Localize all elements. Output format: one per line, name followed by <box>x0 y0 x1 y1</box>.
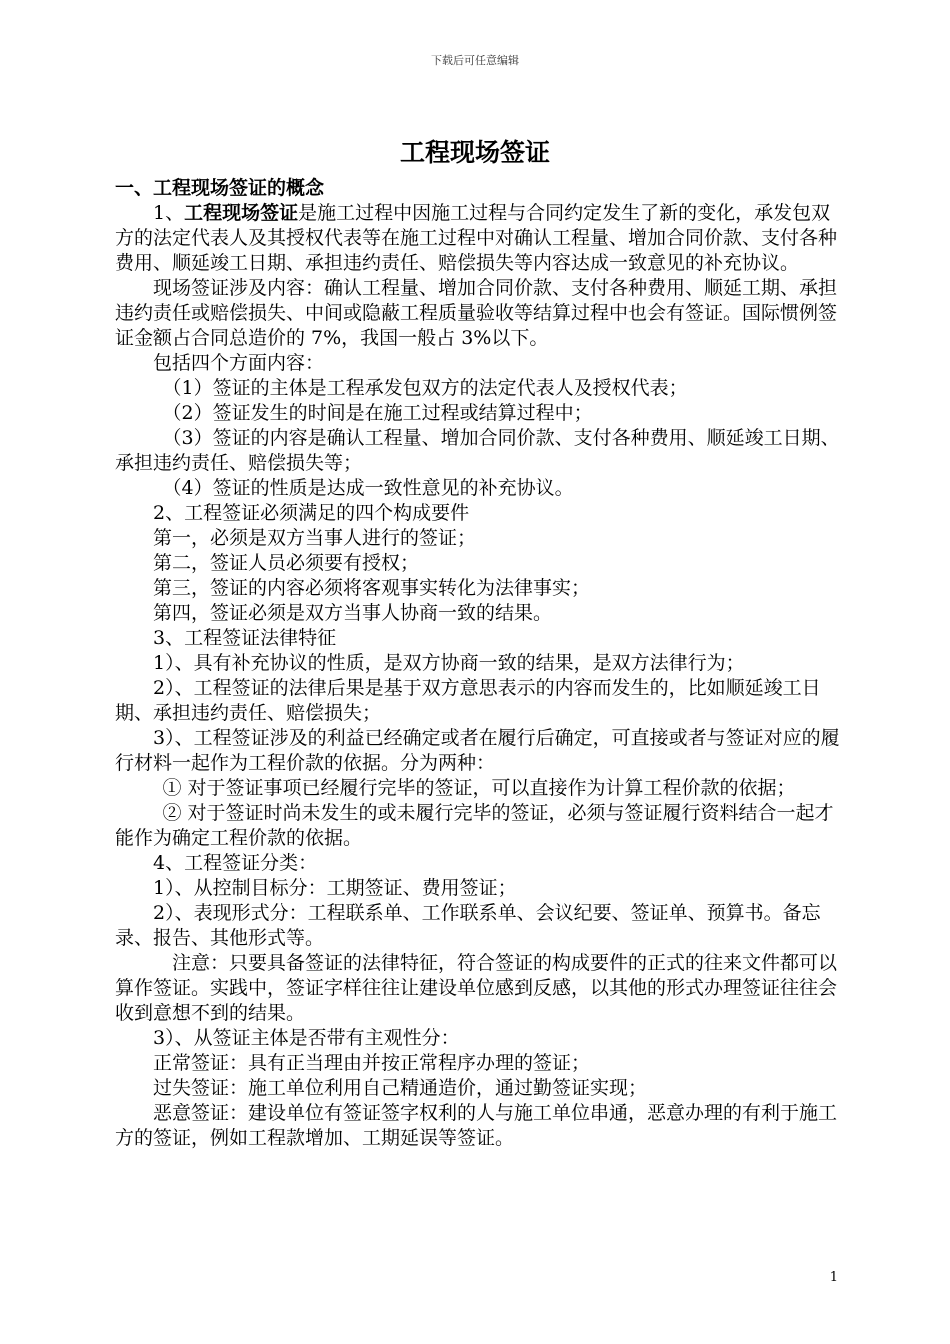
sub-list-item: ② 对于签证时尚未发生的或未履行完毕的签证，必须与签证履行资料结合一起才能作为确定工程价款的依据。 <box>115 802 834 849</box>
list-item: 第一，必须是双方当事人进行的签证； <box>153 527 477 549</box>
list-item: 3）、工程签证涉及的利益已经确定或者在履行后确定，可直接或者与签证对应的履行材料一起作为工程价款的依据。分为两种： <box>115 727 840 774</box>
sub-list-item: 正常签证：具有正当理由并按正常程序办理的签证； <box>153 1052 591 1074</box>
paragraph-text: 是施工过程中因施工过程与合同约定发生了新的变化，承发包双方的法定代表人及其授权代表等在施工过程中对确认工程量、增加合同价款、支付各种费用、顺延竣工日期、承担违约责任、赔偿损失等内容达成一致意见的补充协议。 <box>115 202 838 274</box>
sub-list-item: 恶意签证：建设单位有签证签字权利的人与施工单位串通，恶意办理的有利于施工方的签证，例如工程款增加、工期延误等签证。 <box>115 1102 838 1149</box>
list-item: （4）签证的性质是达成一致性意见的补充协议。 <box>162 477 574 499</box>
document-body <box>115 176 840 1151</box>
page-header-note: 下载后可任意编辑 <box>431 54 519 67</box>
subsection-heading: 4、工程签证分类： <box>153 852 318 874</box>
list-item: 1）、具有补充协议的性质，是双方协商一致的结果，是双方法律行为； <box>153 652 745 674</box>
list-item: 3）、从签证主体是否带有主观性分： <box>153 1027 460 1049</box>
sub-list-item: 过失签证：施工单位利用自己精通造价，通过勤签证实现； <box>153 1077 648 1099</box>
subsection-heading: 3、工程签证法律特征 <box>153 627 337 649</box>
note-paragraph: 注意：只要具备签证的法律特征，符合签证的构成要件的正式的往来文件都可以算作签证。实践中，签证字样往往让建设单位感到反感，以其他的形式办理签证往往会收到意想不到的结果。 <box>115 952 838 1024</box>
list-item: 第二，签证人员必须要有授权； <box>153 552 420 574</box>
paragraph: 现场签证涉及内容：确认工程量、增加合同价款、支付各种费用、顺延工期、承担违约责任或赔偿损失、中间或隐蔽工程质量验收等结算过程中也会有签证。国际惯例签证金额占合同总造价的 7%，我国一般占 3%以下。 <box>115 277 838 349</box>
list-item: 第四，签证必须是双方当事人协商一致的结果。 <box>153 602 553 624</box>
bold-term: 工程现场签证 <box>184 202 299 224</box>
list-item: 2）、表现形式分：工程联系单、工作联系单、会议纪要、签证单、预算书。备忘录、报告、其他形式等。 <box>115 902 821 949</box>
paragraph: 包括四个方面内容： <box>153 352 325 374</box>
paragraph <box>115 201 840 276</box>
document-title: 工程现场签证 <box>399 138 550 167</box>
section-heading: 一、工程现场签证的概念 <box>115 177 325 199</box>
list-item: （2）签证发生的时间是在施工过程或结算过程中； <box>162 402 593 424</box>
list-item: （3）签证的内容是确认工程量、增加合同价款、支付各种费用、顺延竣工日期、承担违约责任、赔偿损失等； <box>115 427 840 474</box>
sub-list-item: ① 对于签证事项已经履行完毕的签证，可以直接作为计算工程价款的依据； <box>162 777 796 799</box>
list-item: 1）、从控制目标分：工期签证、费用签证； <box>153 877 517 899</box>
list-item: 2）、工程签证的法律后果是基于双方意思表示的内容而发生的，比如顺延竣工日期、承担违约责任、赔偿损失； <box>115 677 821 724</box>
list-item: （1）签证的主体是工程承发包双方的法定代表人及授权代表； <box>162 377 688 399</box>
paragraph-lead: 1、 <box>153 202 185 224</box>
page-number: 1 <box>829 1270 838 1285</box>
list-item: 第三，签证的内容必须将客观事实转化为法律事实； <box>153 577 591 599</box>
subsection-heading: 2、工程签证必须满足的四个构成要件 <box>153 502 470 524</box>
